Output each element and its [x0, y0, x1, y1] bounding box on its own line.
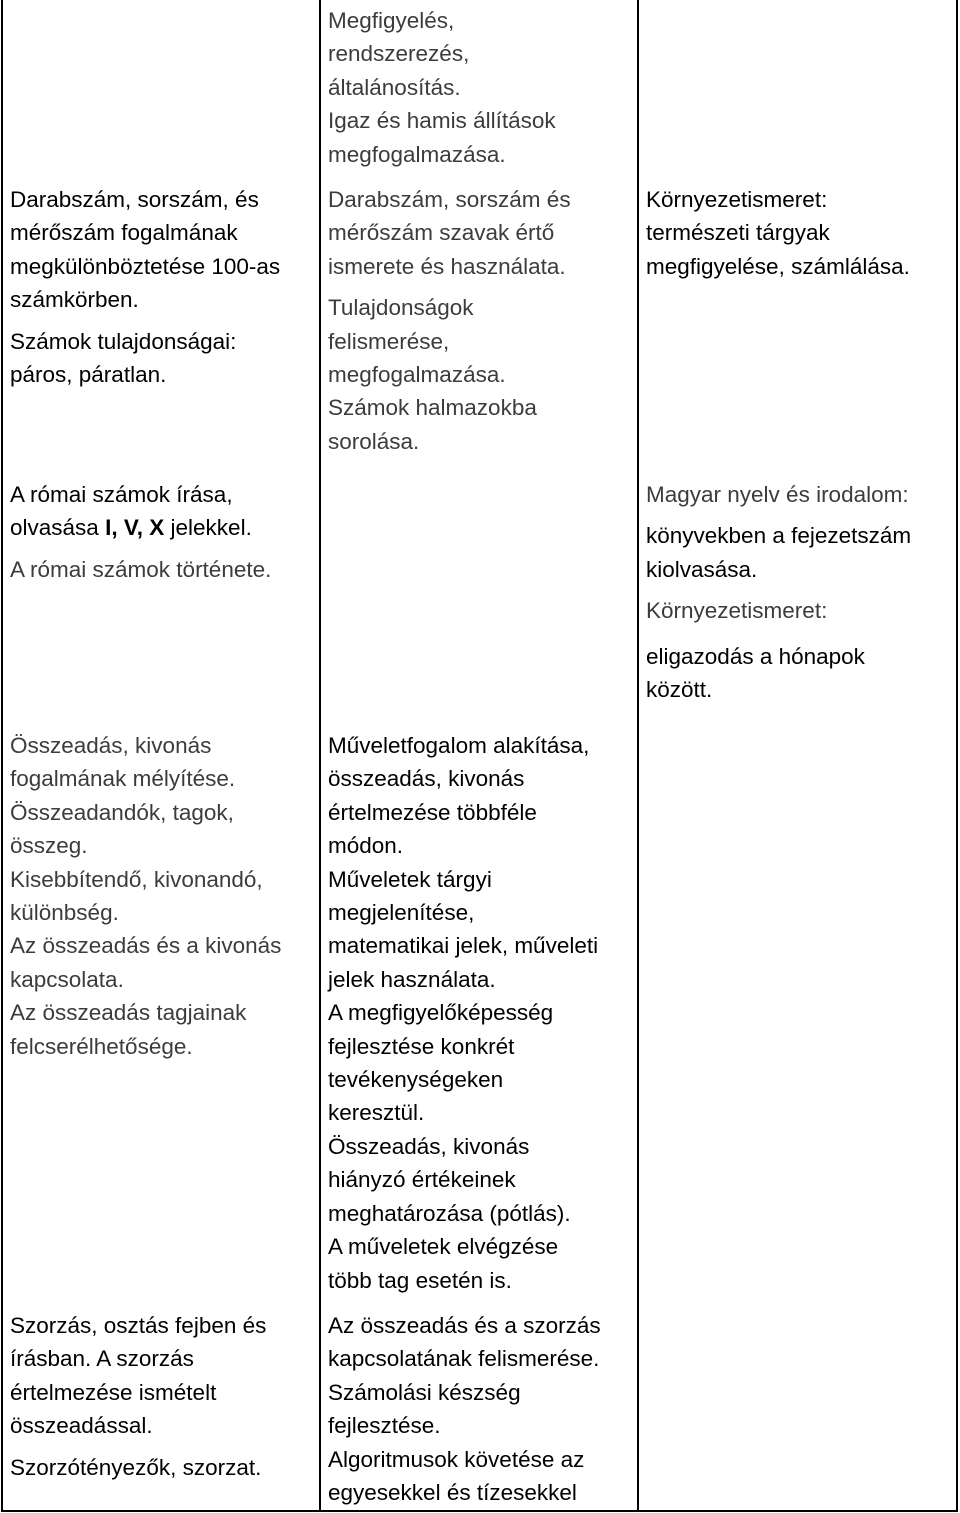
subject-label: Környezetismeret:	[646, 598, 828, 624]
row-4-col2	[328, 1309, 636, 1509]
row-0-col2	[328, 4, 633, 171]
table-border-bottom	[1, 1510, 958, 1512]
row-2-col1	[10, 478, 315, 586]
subject-label: Környezetismeret	[646, 187, 822, 212]
cell-text: Műveletfogalom alakítása, összeadás, kivonás értelmezése többféle módon. Műveletek tárgyi megjelenítése, matematikai jelek, műveleti jelek használata. A megfigyelőképesség fejlesztése konkrét tevékenységeken keresztül. Összeadás, kivonás hiányzó értékeinek meghatározása (pótlás). A műveletek elvégzése több tag esetén is.	[328, 733, 599, 1293]
column-divider-1	[319, 0, 321, 1512]
cell-text: Tulajdonságok felismerése, megfogalmazása. Számok halmazokba sorolása.	[328, 295, 537, 454]
cell-text: természeti tárgyak megfigyelése, számlálása.	[646, 220, 910, 279]
text-run: jelekkel.	[164, 515, 252, 541]
cell-text	[10, 478, 315, 545]
cell-text: Számok tulajdonságai: páros, páratlan.	[10, 328, 237, 388]
row-1-col2	[328, 183, 633, 458]
row-1-col3	[646, 183, 954, 283]
subject-label: Magyar nyelv és irodalom:	[646, 482, 909, 507]
row-3-col1	[10, 729, 318, 1063]
cell-text: A római számok története.	[10, 556, 272, 582]
cell-text: Szorzótényezők, szorzat.	[10, 1454, 262, 1480]
row-3-col2	[328, 729, 636, 1297]
row-1-col1	[10, 183, 315, 391]
roman-numerals: I, V, X	[105, 515, 165, 541]
cell-text: Megfigyelés, rendszerezés, általánosítás. Igaz és hamis állítások megfogalmazása.	[328, 8, 556, 167]
text-run: A római számok írása, olvasása	[10, 482, 233, 541]
cell-text: könyvekben a fejezetszám kiolvasása.	[646, 523, 912, 582]
cell-text: Darabszám, sorszám és mérőszám szavak értő ismerete és használata.	[328, 187, 571, 279]
row-2-col3	[646, 478, 954, 706]
table-border-right	[956, 0, 958, 1512]
cell-text: eligazodás a hónapok között.	[646, 643, 865, 703]
cell-text: Darabszám, sorszám, és mérőszám fogalmának megkülönböztetése 100-as számkörben.	[10, 187, 281, 313]
column-divider-2	[637, 0, 639, 1512]
cell-text: Szorzás, osztás fejben és írásban. A szorzás értelmezése ismételt összeadással.	[10, 1313, 267, 1439]
table-border-left	[1, 0, 3, 1512]
cell-text: Környezetismeret:	[646, 187, 828, 212]
cell-text: Az összeadás és a szorzás kapcsolatának felismerése. Számolási készség fejlesztése. Algoritmusok követése az egyesekkel és tízesekkel	[328, 1313, 601, 1506]
cell-text: Összeadás, kivonás fogalmának mélyítése. Összeadandók, tagok, összeg. Kisebbítendő, kivonandó, különbség. Az összeadás és a kivonás kapcsolata. Az összeadás tagjainak felcserélhetősége.	[10, 733, 282, 1059]
row-4-col1	[10, 1309, 315, 1484]
